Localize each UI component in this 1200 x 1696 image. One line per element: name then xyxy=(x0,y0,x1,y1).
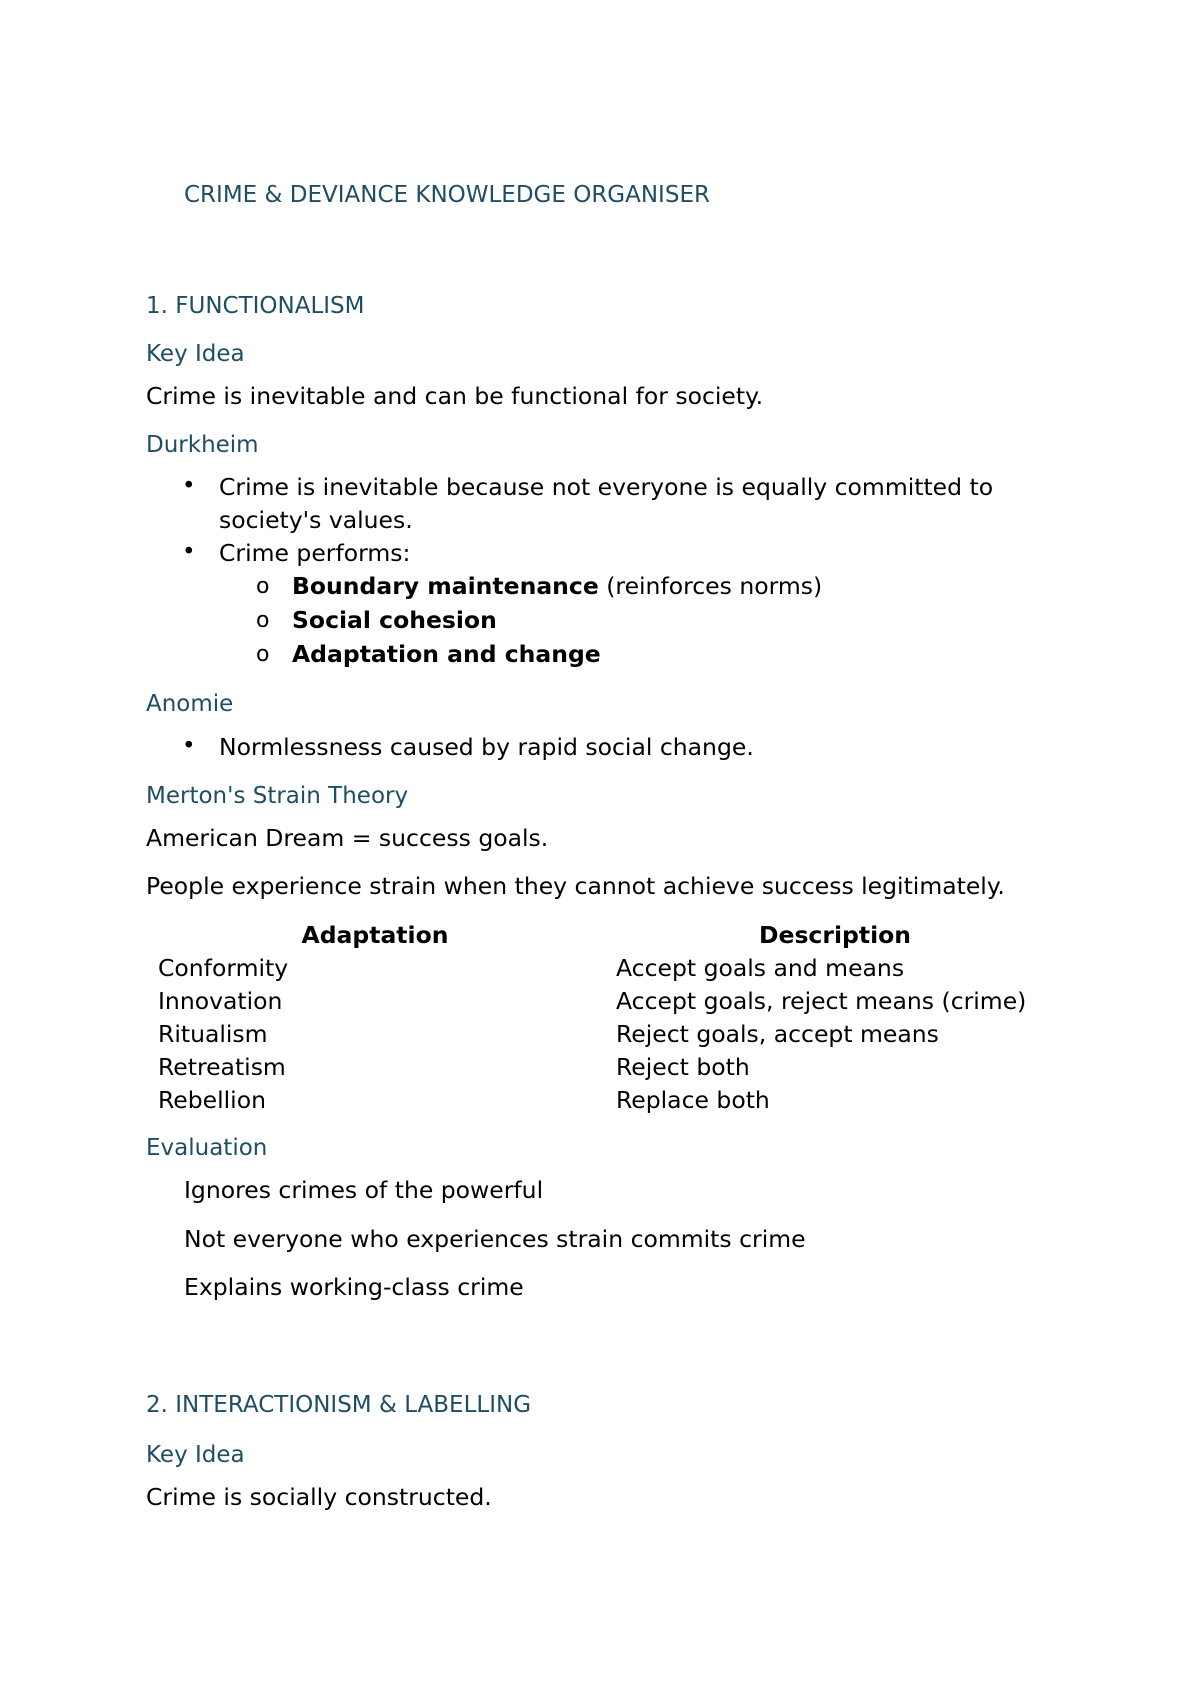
evaluation-item: Not everyone who experiences strain commits crime xyxy=(184,1225,806,1253)
sub-bullet-marker: o xyxy=(256,574,270,599)
document-title: CRIME & DEVIANCE KNOWLEDGE ORGANISER xyxy=(184,182,710,208)
evaluation-heading: Evaluation xyxy=(146,1135,268,1161)
merton-text1: American Dream = success goals. xyxy=(146,824,549,852)
table-cell-adaptation: Innovation xyxy=(158,987,283,1015)
section2-heading: 2. INTERACTIONISM & LABELLING xyxy=(146,1392,532,1418)
table-cell-description: Reject goals, accept means xyxy=(616,1020,939,1048)
bullet-dot: • xyxy=(182,733,196,759)
table-cell-adaptation: Retreatism xyxy=(158,1053,286,1081)
evaluation-item: Explains working-class crime xyxy=(184,1273,524,1301)
merton-heading: Merton's Strain Theory xyxy=(146,783,409,809)
anomie-heading: Anomie xyxy=(146,691,234,717)
table-cell-adaptation: Ritualism xyxy=(158,1020,268,1048)
section2-key-idea-heading: Key Idea xyxy=(146,1442,245,1468)
durkheim-bullet1-line2: society's values. xyxy=(219,506,413,534)
merton-text2: People experience strain when they cannot achieve success legitimately. xyxy=(146,872,1005,900)
evaluation-item: Ignores crimes of the powerful xyxy=(184,1176,544,1204)
table-cell-description: Replace both xyxy=(616,1086,770,1114)
function-item-bold: Social cohesion xyxy=(292,606,497,634)
table-cell-description: Accept goals and means xyxy=(616,954,905,982)
anomie-bullet: Normlessness caused by rapid social change. xyxy=(219,733,754,761)
table-header-description: Description xyxy=(759,921,911,949)
function-item xyxy=(292,640,601,668)
durkheim-heading: Durkheim xyxy=(146,432,259,458)
section1-key-idea-text: Crime is inevitable and can be functional for society. xyxy=(146,382,764,410)
table-cell-description: Accept goals, reject means (crime) xyxy=(616,987,1027,1015)
table-cell-adaptation: Conformity xyxy=(158,954,289,982)
durkheim-bullet2: Crime performs: xyxy=(219,539,411,567)
section1-key-idea-heading: Key Idea xyxy=(146,341,245,367)
bullet-dot: • xyxy=(182,539,196,565)
function-item xyxy=(292,606,497,634)
table-header-adaptation: Adaptation xyxy=(301,921,449,949)
function-item xyxy=(292,572,822,600)
function-item-bold: Boundary maintenance xyxy=(292,572,599,600)
table-cell-description: Reject both xyxy=(616,1053,750,1081)
durkheim-bullet1-line1: Crime is inevitable because not everyone is equally committed to xyxy=(219,473,994,501)
table-cell-adaptation: Rebellion xyxy=(158,1086,266,1114)
function-item-bold: Adaptation and change xyxy=(292,640,601,668)
section1-heading: 1. FUNCTIONALISM xyxy=(146,293,365,319)
function-item-rest: (reinforces norms) xyxy=(598,572,823,600)
sub-bullet-marker: o xyxy=(256,608,270,633)
sub-bullet-marker: o xyxy=(256,642,270,667)
section2-key-idea-text: Crime is socially constructed. xyxy=(146,1483,492,1511)
bullet-dot: • xyxy=(182,473,196,499)
